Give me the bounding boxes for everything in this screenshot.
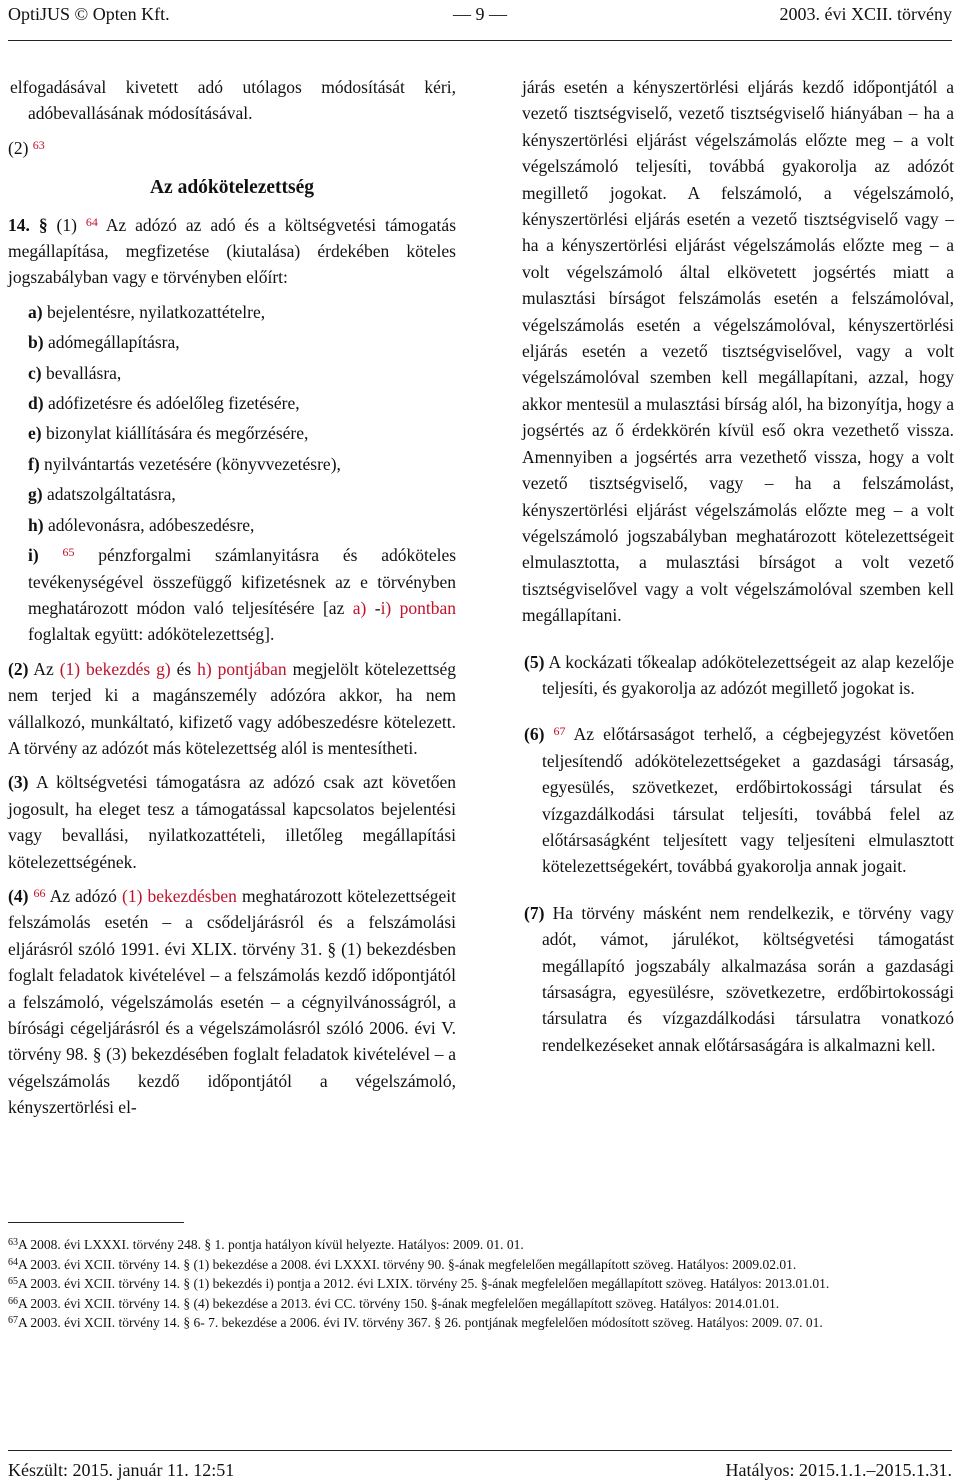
footnote-64: $^{64}$A 2003. évi XCII. törvény 14. § (1) bekezdése a 2008. évi LXXXI. törvény 90. §-ának megfelelően megállapított szöveg. Hatályos: 2009.02.01. — [8, 1256, 797, 1272]
footnote-67: $^{67}$A 2003. évi XCII. törvény 14. § 6- 7. bekezdése a 2006. évi IV. törvény 367. § 26. pontjának megfelelően módosított szöveg. Hatályos: 2009. 07. 01. — [8, 1315, 823, 1331]
paragraph-6: (6) $^{67}$ Az előtársaságot terhelő, a cégbejegyzést követően teljesítendő adókötelezettségeket a gazdasági társaság, egyesülés, szövetkezet, erdőbirtokossági társulat és vízgazdálkodási társulat teljesíti, továbbá felel az előtársaságként teljesített vagy teljesíteni elmulasztott kötelezettségekért, továbbá gyakorolja annak jogait. — [524, 724, 954, 877]
header-page-number: — 9 — — [453, 4, 507, 24]
footnote-63: $^{63}$A 2008. évi LXXXI. törvény 248. § 1. pontja hatályon kívül helyezte. Hatályos: 2009. 01. 01. — [8, 1237, 524, 1252]
link-paragraph-1[interactable]: (1) bekezdésben — [122, 885, 237, 906]
right-column — [522, 74, 954, 1058]
footnote-ref-65[interactable]: 65 — [62, 545, 75, 560]
list-item: g) adatszolgáltatásra, — [28, 484, 176, 505]
list-item: b) adómegállapításra, — [28, 332, 180, 353]
footnote-ref-66[interactable]: 66 — [33, 885, 46, 900]
paragraph-4-continued: járás esetén a kényszertörlési eljárás kezdő időpontjától a vezető tisztségviselő, vezető tisztségviselő hiányában – ha a kényszertörlési eljárást végelszámolás előzte meg – a volt végelszámoló teljesíti, továbbá gyakorolja az adózót megillető jogokat. A felszámoló, a végelszámoló, kényszertörlési eljárás esetén a vezető tisztségviselő vagy – ha a kényszertörlési eljárást végelszámolás előzte meg – a volt végelszámoló által elkövetett jogsértés miatt a mulasztási bírságot felszámolás esetén a felszámolóval, végelszámolás esetén a végelszámolóval, kényszertörlési eljárás esetén a vezető tisztségviselővel, vagy a volt végelszámolóval szemben kell megállapítani, azzal, hogy akkor mentesül a mulasztási bírság alól, ha bizonyítja, hogy a jogsértés az ő érdekkörén kívül eső okra vezethető vissza. Amennyiben a jogsértés arra vezethető vissza, hogy a volt vezető tisztségviselő, vagy – ha a felszámolást, kényszertörlési eljárást végelszámolás előzte meg – a volt végelszámoló jogszabályban meghatározott kötelezettségeit elmulasztotta, a mulasztási bírságot a volt vezető tisztségviselővel vagy a volt végelszámolóval szemben kell megállapítani. — [522, 77, 954, 626]
link-point-h[interactable]: h) pontjában — [197, 658, 287, 679]
footer-effective: Hatályos: 2015.1.1.–2015.1.31. — [725, 1460, 952, 1480]
left-column — [8, 74, 456, 1121]
paragraph-2: (2) Az (1) bekezdés g) és h) pontjában megjelölt kötelezettség nem terjed ki a magánszemély adózóra akkor, ha nem vállalkozó, munkáltató, kifizető vagy adóbeszedésre kötelezett. A törvény az adózót más kötelezettség alól is mentesítheti. — [8, 658, 456, 758]
item-list — [8, 299, 456, 648]
link-point-i[interactable]: i) pontban — [380, 597, 457, 618]
paragraph-2-repealed: (2) $^{63}$ — [8, 137, 45, 158]
paragraph-4: (4) $^{66}$ Az adózó (1) bekezdésben meghatározott kötelezettségeit felszámolás esetén – a csődeljárásról és a felszámolási eljárásról szóló 1991. évi XLIX. törvény 31. § (1) bekezdésben foglalt feladatok kivételével – a felszámolás kezdő időpontjától a felszámoló, végelszámolás esetén – a cégnyilvánosságról, a bírósági cégeljárásról és a végelszámolásról szóló 2006. évi V. törvény 98. § (3) bekezdésében foglalt feladatok kivételével – a végelszámolás kezdő időpontjától a végelszámoló, kényszertörlési el- — [8, 885, 457, 1118]
header-rule — [8, 40, 952, 41]
footnote-65: $^{65}$A 2003. évi XCII. törvény 14. § (1) bekezdés i) pontja a 2012. évi LXIX. törvény 25. §-ának megfelelően megállapított szöveg. Hatályos: 2013.01.01. — [8, 1276, 830, 1292]
list-item: f) nyilvántartás vezetésére (könyvvezetésre), — [28, 453, 341, 474]
list-item: h) adólevonásra, adóbeszedésre, — [28, 514, 255, 535]
paragraph-5: (5) A kockázati tőkealap adókötelezettségeit az alap kezelője teljesíti, és gyakorolja az adózót megillető jogokat is. — [524, 651, 954, 698]
footnote-66: $^{66}$A 2003. évi XCII. törvény 14. § (4) bekezdése a 2013. évi CC. törvény 150. §-ának megfelelően megállapított szöveg. Hatályos: 2014.01.01. — [8, 1295, 780, 1311]
intro-paragraph: elfogadásával kivetett adó utólagos módosítását kéri, adóbevallásának módosításával. — [10, 77, 456, 124]
list-item: d) adófizetésre és adóelőleg fizetésére, — [28, 393, 300, 414]
footnote-ref-64[interactable]: 64 — [85, 214, 98, 229]
paragraph-7: (7) Ha törvény másként nem rendelkezik, e törvény vagy adót, vámot, járulékot, költségvetési támogatást megállapító jogszabály alkalmazása során a gazdasági társaságra, egyesülésre, szövetkezetre, erdőbirtokossági társulatra és vízgazdálkodási társulatra vonatkozó rendelkezéseket annak előtársaságára is alkalmazni kell. — [524, 902, 954, 1055]
link-paragraph-1-g[interactable]: (1) bekezdés g) — [59, 658, 171, 679]
footer-rule — [8, 1450, 952, 1451]
footnote-ref-67[interactable]: 67 — [553, 724, 566, 739]
header-left: OptiJUS © Opten Kft. — [8, 4, 170, 24]
list-item: e) bizonylat kiállítására és megőrzésére, — [28, 423, 309, 444]
footnotes — [8, 1236, 952, 1334]
header-right: 2003. évi XCII. törvény — [779, 4, 952, 24]
footnote-ref-63[interactable]: 63 — [32, 137, 45, 152]
section-14-paragraph-1: 14. § (1) $^{64}$ Az adózó az adó és a költségvetési támogatás megállapítása, megfizetése (kiutalása) érdekében köteles jogszabályban vagy e törvényben előírt: — [8, 214, 457, 288]
list-item-i: i) $^{65}$ pénzforgalmi számlanyitásra és adóköteles tevékenységével összefüggő kifizetésnek az e törvényben meghatározott módon való teljesítésére [az a) -i) pontban foglaltak együtt: adókötelezettség]. — [28, 545, 457, 645]
list-item: c) bevallásra, — [28, 362, 122, 383]
paragraph-3: (3) A költségvetési támogatásra az adózó csak azt követően jogosult, ha eleget tesz a támogatással kapcsolatos bejelentési vagy bevallási, nyilatkozattételi, illetőleg megállapítási kötelezettségének. — [8, 772, 456, 872]
list-item: a) bejelentésre, nyilatkozattételre, — [28, 301, 266, 322]
footnote-rule — [8, 1222, 184, 1223]
link-point-a[interactable]: a) — [352, 597, 367, 618]
section-title: Az adókötelezettség — [149, 177, 315, 199]
footer-created: Készült: 2015. január 11. 12:51 — [8, 1460, 235, 1480]
